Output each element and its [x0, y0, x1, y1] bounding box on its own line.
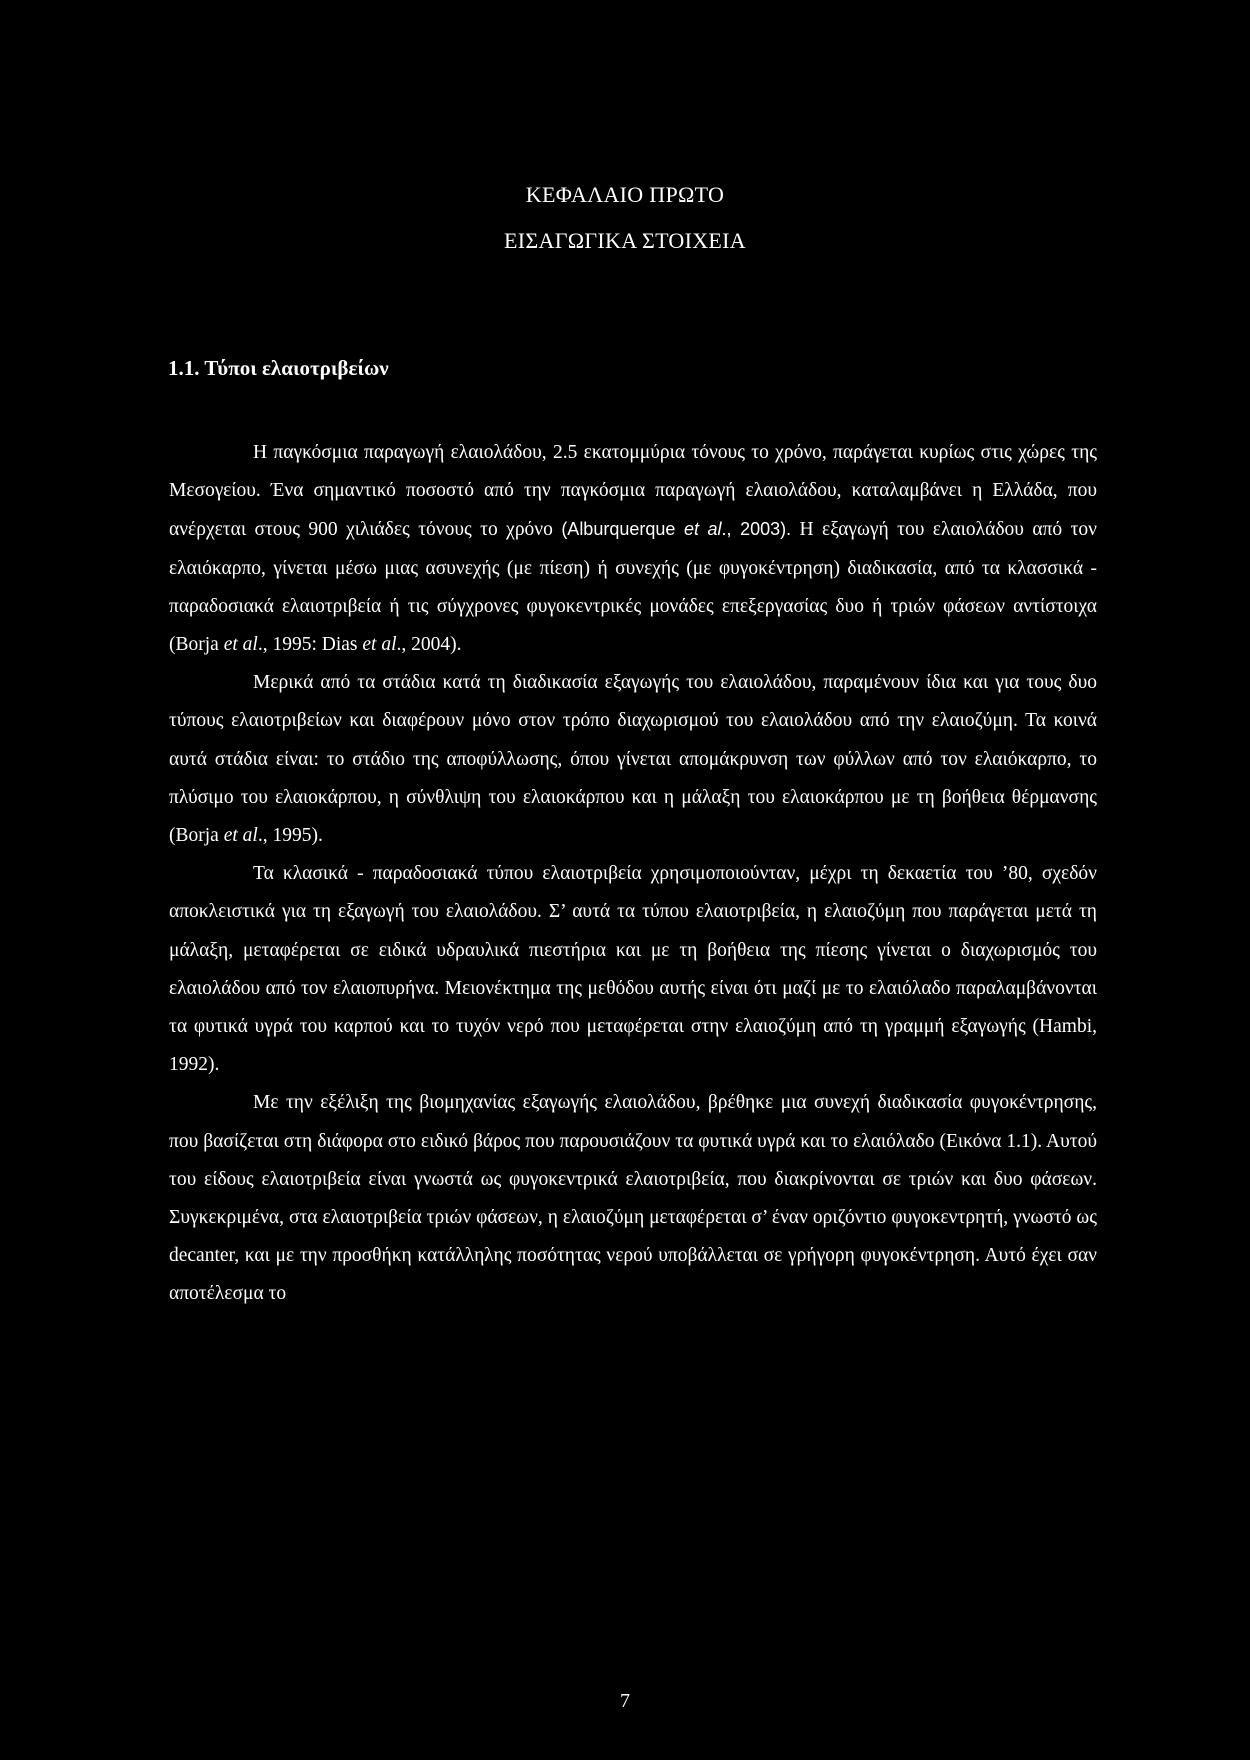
chapter-subtitle: ΕΙΣΑΓΩΓΙΚΑ ΣΤΟΙΧΕΙΑ: [504, 228, 746, 253]
citation-text: (Alburquerque: [561, 519, 684, 540]
chapter-title: ΚΕΦΑΛΑΙΟ ΠΡΩΤΟ: [525, 182, 725, 207]
section-heading: 1.1. Τύποι ελαιοτριβείων: [168, 356, 389, 380]
paragraph-text: Η παγκόσμια παραγωγή ελαιολάδου, 2.5 εκατομμύρια τόνους το χρόνο, παράγεται κυρίως στις χώρες της Μεσογείου. Ένα σημαντικό ποσοστό από την παγκόσμια παραγωγή ελαιολάδου, καταλαμβάνει η Ελλάδα, που ανέρχεται στους 900 χιλιάδες τόνους το χρόνο: [169, 442, 1097, 541]
citation-et-al: et al: [223, 825, 258, 847]
citation-text: ., 2003).: [721, 519, 792, 540]
citation-et-al: et al: [683, 519, 722, 540]
paragraph-text: ., 1995: Dias: [257, 634, 363, 656]
paragraph-4: [169, 1084, 1097, 1313]
paragraph-text: Τα κλασικά - παραδοσιακά τύπου ελαιοτριβεία χρησιμοποιούνταν, μέχρι τη δεκαετία του ’80, σχεδόν αποκλειστικά για τη εξαγωγή του ελαιολάδου. Σ’ αυτά τα τύπου ελαιοτριβεία, η ελαιοζύμη που παράγεται μετά τη μάλαξη, μεταφέρεται σε ειδικά υδραυλικά πιεστήρια και με τη βοήθεια της πίεσης γίνεται ο διαχωρισμός του ελαιολάδου από τον ελαιοπυρήνα. Μειονέκτημα της μεθόδου αυτής είναι ότι μαζί με το ελαιόλαδο παραλαμβάνονται τα φυτικά υγρά του καρπού και το τυχόν νερό που μεταφέρεται στην ελαιοζύμη από τη γραμμή εξαγωγής (Hambi, 1992).: [169, 863, 1097, 1076]
paragraph-text: Με την εξέλιξη της βιομηχανίας εξαγωγής ελαιολάδου, βρέθηκε μια συνεχή διαδικασία φυγοκέντρησης, που βασίζεται στη διάφορα στο ειδικό βάρος που παρουσιάζουν τα φυτικά υγρά και το ελαιόλαδο (Εικόνα 1.1). Αυτού του είδους ελαιοτριβεία είναι γνωστά ως φυγοκεντρικά ελαιοτριβεία, που διακρίνονται σε τριών και δυο φάσεων. Συγκεκριμένα, στα ελαιοτριβεία τριών φάσεων, η ελαιοζύμη μεταφέρεται σ’ έναν οριζόντιο φυγοκεντρητή, γνωστό ως decanter, και με την προσθήκη κατάλληλης ποσότητας νερού υποβάλλεται σε γρήγορη φυγοκέντρηση. Αυτό έχει σαν αποτέλεσμα το: [169, 1092, 1097, 1305]
paragraph-text: Η εξαγωγή του ελαιολάδου από τον ελαιόκαρπο, γίνεται μέσω μιας ασυνεχής (με πίεση) ή συνεχής (με φυγοκέντρηση) διαδικασία, από τα κλασσικά - παραδοσιακά ελαιοτριβεία ή τις σύγχρονες φυγοκεντρικές μονάδες επεξεργασίας δυο ή τριών φάσεων αντίστοιχα (Borja: [169, 519, 1097, 656]
paragraph-3: [169, 855, 1097, 1084]
citation-et-al: et al: [223, 634, 258, 656]
paragraph-text: Μερικά από τα στάδια κατά τη διαδικασία εξαγωγής του ελαιολάδου, παραμένουν ίδια και για τους δυο τύπους ελαιοτριβείων και διαφέρουν μόνο στον τρόπο διαχωρισμού του ελαιολάδου από την ελαιοζύμη. Τα κοινά αυτά στάδια είναι: το στάδιο της αποφύλλωσης, όπου γίνεται απομάκρυνση των φύλλων από τον ελαιόκαρπο, το πλύσιμο του ελαιοκάρπου, η σύνθλιψη του ελαιοκάρπου και η μάλαξη του ελαιοκάρπου με τη βοήθεια θέρμανσης (Borja: [169, 672, 1097, 847]
body-text: [169, 434, 1097, 1314]
citation-et-al: et al: [362, 634, 397, 656]
paragraph-text: ., 2004).: [396, 634, 462, 656]
paragraph-1: [169, 434, 1097, 664]
paragraph-2: [169, 664, 1097, 855]
paragraph-text: ., 1995).: [257, 825, 323, 847]
page-number: 7: [620, 1690, 630, 1712]
